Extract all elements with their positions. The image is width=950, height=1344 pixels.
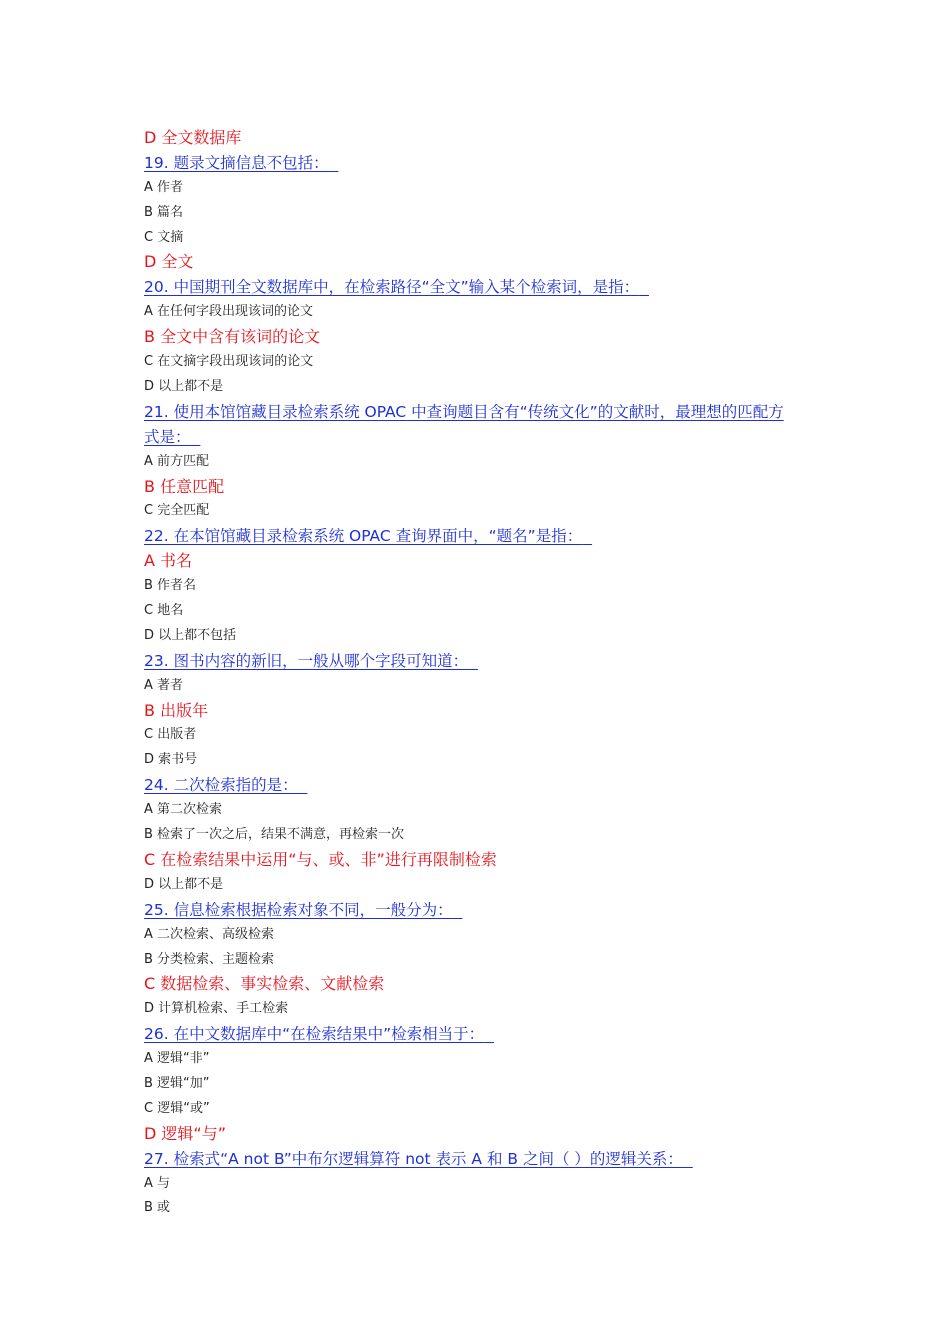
option: B 篇名 [144,204,184,220]
option: D 以上都不是 [144,378,224,394]
question-heading [144,773,824,798]
question-list [144,126,824,1221]
option: C 在文摘字段出现该词的论文 [144,354,314,370]
option: A 作者 [144,179,184,195]
question-text: 22. 在本馆馆藏目录检索系统 OPAC 查询界面中，“题名”是指： [144,527,583,546]
option: C 地名 [144,603,184,618]
question-text: 25. 信息检索根据检索对象不同，一般分为： [144,900,453,919]
question-text: 21. 使用本馆馆藏目录检索系统 OPAC 中查询题目含有“传统文化”的文献时，最理想的匹配方式是： [144,402,784,446]
question-heading [144,1147,799,1172]
question-heading [144,275,824,300]
question-text: 20. 中国期刊全文数据库中，在检索路径“全文”输入某个检索词，是指： [144,278,640,297]
question-text: 19. 题录文摘信息不包括： [144,153,329,172]
option: B 逻辑“加” [144,1075,210,1091]
question-text: 23. 图书内容的新旧，一般从哪个字段可知道： [144,651,469,670]
answer-option: C 数据检索、事实检索、文献检索 [144,974,385,994]
answer-option: A 书名 [144,551,193,571]
option: C 出版者 [144,727,197,743]
question-heading [144,649,824,674]
option: C 文摘 [144,229,184,245]
option: D 计算机检索、手工检索 [144,1001,289,1017]
option: B 分类检索、主题检索 [144,951,275,967]
option: A 逻辑“非” [144,1051,210,1067]
option: A 著者 [144,677,184,693]
option: C 逻辑“或” [144,1100,210,1116]
option: D 以上都不包括 [144,627,237,643]
option: B 作者名 [144,578,197,594]
option: B 或 [144,1200,171,1216]
question-heading [144,524,824,549]
option: A 前方匹配 [144,453,210,469]
question-text: 26. 在中文数据库中“在检索结果中”检索相当于： [144,1025,485,1044]
answer-option: B 任意匹配 [144,476,225,496]
question-heading [144,898,824,923]
option: A 第二次检索 [144,802,223,818]
option: A 二次检索、高级检索 [144,926,275,942]
answer-option: D 全文 [144,252,194,272]
question-text: 24. 二次检索指的是： [144,776,298,795]
option: D 以上都不是 [144,876,224,892]
answer-option: C 在检索结果中运用“与、或、非”进行再限制检索 [144,849,497,869]
answer-option: D 逻辑“与” [144,1123,226,1143]
option: C 完全匹配 [144,503,210,519]
question-heading [144,1022,824,1047]
option: A 在任何字段出现该词的论文 [144,304,314,320]
question-text: 27. 检索式“A not B”中布尔逻辑算符 not 表示 A 和 B 之间（ ）的逻辑关系： [144,1149,683,1168]
option: A 与 [144,1175,171,1191]
option: D 索书号 [144,752,198,768]
answer-option: B 出版年 [144,700,209,720]
answer-option: D 全文数据库 [144,128,242,147]
question-heading [144,151,824,176]
question-heading [144,400,799,450]
answer-option: B 全文中含有该词的论文 [144,327,321,347]
option: B 检索了一次之后，结果不满意，再检索一次 [144,827,405,843]
